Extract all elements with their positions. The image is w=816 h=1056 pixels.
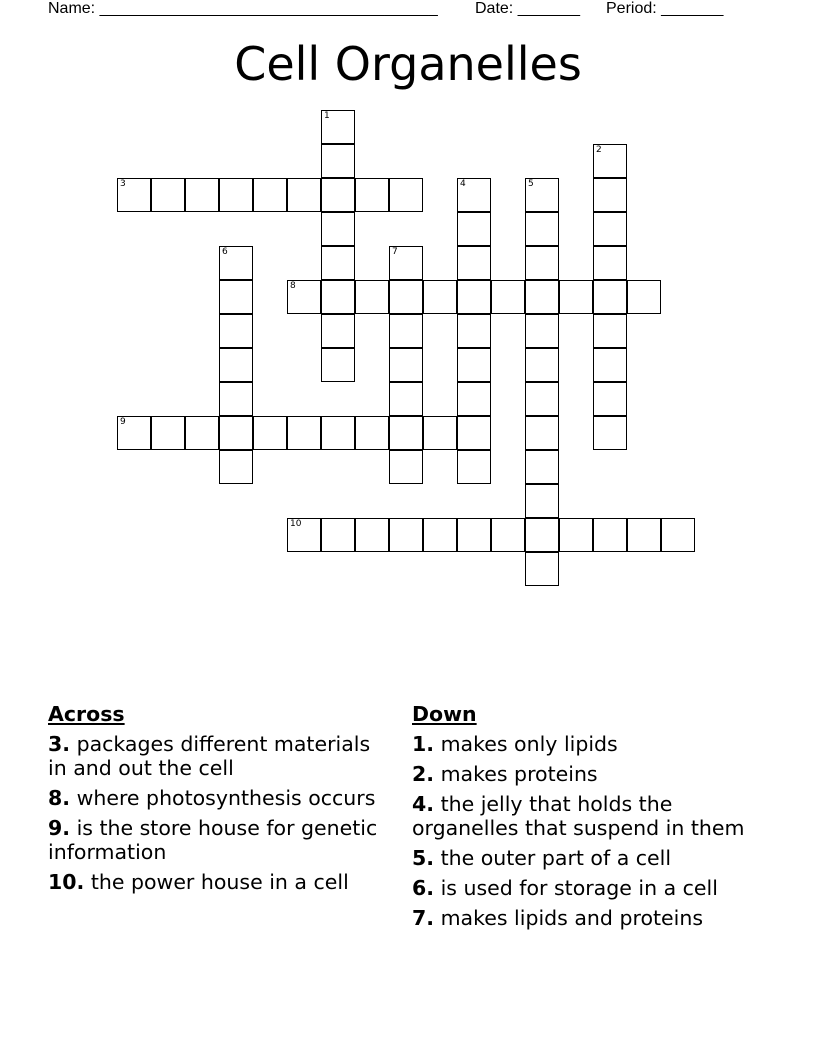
down-clue: [412, 732, 782, 756]
clue-text: is the store house for genetic information: [48, 816, 378, 864]
clue-text: makes lipids and proteins: [434, 906, 704, 930]
grid-cell[interactable]: [321, 246, 355, 280]
date-label: Date:: [475, 0, 514, 17]
down-clue: [412, 876, 782, 900]
name-label: Name:: [48, 0, 96, 17]
grid-cell[interactable]: [321, 348, 355, 382]
clue-number: 4.: [412, 792, 435, 816]
grid-cell[interactable]: [355, 416, 389, 450]
grid-cell[interactable]: [525, 518, 559, 552]
clue-number: 7.: [412, 906, 435, 930]
grid-cell[interactable]: [219, 348, 253, 382]
grid-cell[interactable]: [593, 280, 627, 314]
grid-cell[interactable]: [185, 178, 219, 212]
down-clues: [412, 702, 782, 936]
grid-cell[interactable]: [593, 518, 627, 552]
clue-text: the power house in a cell: [84, 870, 349, 894]
grid-cell[interactable]: [525, 382, 559, 416]
grid-cell[interactable]: [321, 314, 355, 348]
grid-cell[interactable]: [525, 212, 559, 246]
name-blank[interactable]: ______________________________________: [99, 0, 438, 17]
grid-cell[interactable]: [457, 178, 491, 212]
grid-cell[interactable]: [593, 144, 627, 178]
grid-cell[interactable]: [219, 246, 253, 280]
clue-number: 2.: [412, 762, 435, 786]
grid-cell[interactable]: [627, 280, 661, 314]
grid-cell[interactable]: [525, 178, 559, 212]
clue-number: 8.: [48, 786, 71, 810]
grid-cell[interactable]: [355, 518, 389, 552]
grid-cell[interactable]: [389, 450, 423, 484]
clue-number: 5.: [412, 846, 435, 870]
clue-number: 1.: [412, 732, 435, 756]
grid-cell[interactable]: [151, 416, 185, 450]
clue-text: makes only lipids: [434, 732, 618, 756]
grid-cell[interactable]: [491, 518, 525, 552]
grid-cell[interactable]: [219, 280, 253, 314]
date-blank[interactable]: _______: [517, 0, 580, 17]
across-clue: [48, 732, 388, 780]
across-list: [48, 732, 388, 894]
grid-cell[interactable]: [593, 382, 627, 416]
across-clue: [48, 786, 388, 810]
grid-cell[interactable]: [219, 314, 253, 348]
grid-cell[interactable]: [525, 484, 559, 518]
grid-cell[interactable]: [321, 178, 355, 212]
clue-text: makes proteins: [434, 762, 598, 786]
grid-cell[interactable]: [321, 212, 355, 246]
grid-cell[interactable]: [287, 416, 321, 450]
clue-number: 2: [596, 145, 602, 155]
grid-cell[interactable]: [117, 178, 151, 212]
grid-cell[interactable]: [117, 416, 151, 450]
down-clue: [412, 792, 782, 840]
clue-number: 10: [290, 519, 302, 529]
down-clue: [412, 906, 782, 930]
grid-cell[interactable]: [219, 382, 253, 416]
grid-cell[interactable]: [389, 314, 423, 348]
down-list: [412, 732, 782, 930]
clue-number: 9.: [48, 816, 71, 840]
grid-cell[interactable]: [525, 552, 559, 586]
grid-cell[interactable]: [287, 280, 321, 314]
grid-cell[interactable]: [457, 348, 491, 382]
grid-cell[interactable]: [593, 314, 627, 348]
grid-cell[interactable]: [423, 280, 457, 314]
clue-text: where photosynthesis occurs: [70, 786, 376, 810]
clue-number: 9: [120, 417, 126, 427]
grid-cell[interactable]: [593, 246, 627, 280]
across-heading: Across: [48, 702, 125, 726]
across-clue: [48, 870, 388, 894]
grid-cell[interactable]: [151, 178, 185, 212]
grid-cell[interactable]: [525, 246, 559, 280]
grid-cell[interactable]: [321, 518, 355, 552]
grid-cell[interactable]: [525, 450, 559, 484]
grid-cell[interactable]: [525, 348, 559, 382]
grid-cell[interactable]: [457, 518, 491, 552]
grid-cell[interactable]: [559, 280, 593, 314]
grid-cell[interactable]: [355, 178, 389, 212]
grid-cell[interactable]: [457, 280, 491, 314]
grid-cell[interactable]: [219, 450, 253, 484]
grid-cell[interactable]: [661, 518, 695, 552]
clue-number: 4: [460, 179, 466, 189]
clue-number: 3.: [48, 732, 71, 756]
clue-number: 6: [222, 247, 228, 257]
grid-cell[interactable]: [457, 416, 491, 450]
grid-cell[interactable]: [389, 416, 423, 450]
grid-cell[interactable]: [287, 518, 321, 552]
period-blank[interactable]: _______: [661, 0, 724, 17]
grid-cell[interactable]: [457, 314, 491, 348]
grid-cell[interactable]: [457, 382, 491, 416]
clue-number: 1: [324, 111, 330, 121]
clue-number: 3: [120, 179, 126, 189]
period-label: Period:: [606, 0, 657, 17]
page-title: Cell Organelles: [234, 37, 582, 91]
grid-cell[interactable]: [423, 518, 457, 552]
grid-cell[interactable]: [593, 348, 627, 382]
grid-cell[interactable]: [457, 450, 491, 484]
grid-cell[interactable]: [593, 212, 627, 246]
grid-cell[interactable]: [389, 280, 423, 314]
grid-cell[interactable]: [593, 416, 627, 450]
grid-cell[interactable]: [525, 416, 559, 450]
across-clues: [48, 702, 388, 900]
grid-cell[interactable]: [559, 518, 593, 552]
clue-text: packages different materials in and out the cell: [48, 732, 371, 780]
clue-number: 7: [392, 247, 398, 257]
grid-cell[interactable]: [457, 212, 491, 246]
grid-cell[interactable]: [389, 178, 423, 212]
grid-cell[interactable]: [321, 280, 355, 314]
grid-cell[interactable]: [253, 416, 287, 450]
down-heading: Down: [412, 702, 477, 726]
down-clue: [412, 846, 782, 870]
grid-cell[interactable]: [389, 246, 423, 280]
grid-cell[interactable]: [457, 246, 491, 280]
clue-number: 10.: [48, 870, 85, 894]
grid-cell[interactable]: [423, 416, 457, 450]
grid-cell[interactable]: [389, 382, 423, 416]
grid-cell[interactable]: [389, 348, 423, 382]
clue-number: 5: [528, 179, 534, 189]
grid-cell[interactable]: [287, 178, 321, 212]
clue-number: 6.: [412, 876, 435, 900]
grid-cell[interactable]: [321, 110, 355, 144]
grid-cell[interactable]: [525, 314, 559, 348]
clue-text: is used for storage in a cell: [434, 876, 718, 900]
grid-cell[interactable]: [627, 518, 661, 552]
clue-text: the jelly that holds the organelles that suspend in them: [412, 792, 745, 840]
grid-cell[interactable]: [491, 280, 525, 314]
grid-cell[interactable]: [593, 178, 627, 212]
grid-cell[interactable]: [525, 280, 559, 314]
grid-cell[interactable]: [321, 416, 355, 450]
grid-cell[interactable]: [219, 178, 253, 212]
grid-cell[interactable]: [253, 178, 287, 212]
across-clue: [48, 816, 388, 864]
grid-cell[interactable]: [219, 416, 253, 450]
grid-cell[interactable]: [389, 518, 423, 552]
grid-cell[interactable]: [185, 416, 219, 450]
clue-text: the outer part of a cell: [434, 846, 672, 870]
clue-number: 8: [290, 281, 296, 291]
grid-cell[interactable]: [321, 144, 355, 178]
down-clue: [412, 762, 782, 786]
grid-cell[interactable]: [355, 280, 389, 314]
